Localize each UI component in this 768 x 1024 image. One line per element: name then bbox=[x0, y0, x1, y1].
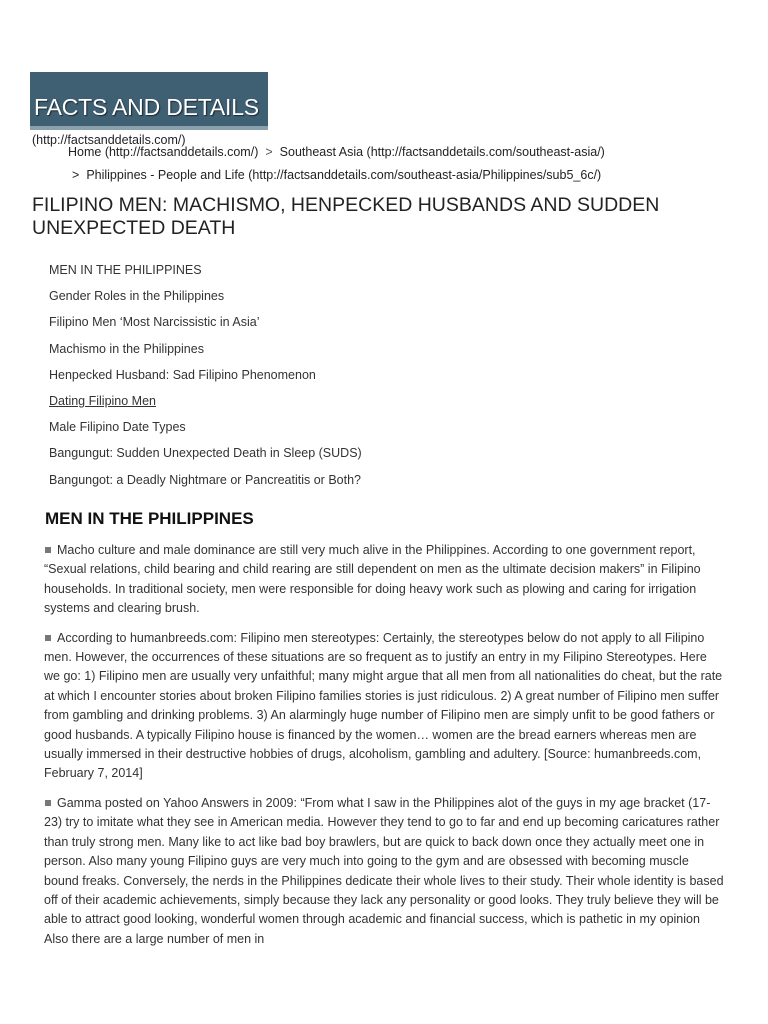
toc-item-label: Bangungut: Sudden Unexpected Death in Sleep (SUDS) bbox=[49, 446, 362, 461]
paragraph-text: Macho culture and male dominance are still very much alive in the Philippines. According to one government report, “Sexual relations, child bearing and child rearing are still dependent on men as the ultimate decision makers” in Filipino households. In traditional society, men were responsible for doing heavy work such as plowing and caring for irrigation systems and clearing brush. bbox=[44, 543, 701, 616]
toc-item-label: Gender Roles in the Philippines bbox=[49, 289, 225, 304]
bullet-icon bbox=[45, 547, 51, 553]
breadcrumb-separator: > bbox=[265, 145, 273, 159]
toc-item[interactable] bbox=[49, 471, 362, 497]
toc-item-active[interactable] bbox=[49, 392, 362, 418]
toc-item-label: Male Filipino Date Types bbox=[49, 420, 186, 435]
toc-item-label: MEN IN THE PHILIPPINES bbox=[49, 263, 202, 277]
site-logo-url: (http://factsanddetails.com/) bbox=[32, 133, 186, 147]
site-logo[interactable] bbox=[30, 72, 268, 130]
paragraph bbox=[44, 629, 724, 784]
toc-item[interactable] bbox=[49, 287, 362, 313]
article-body bbox=[44, 541, 724, 959]
page-title: FILIPINO MEN: MACHISMO, HENPECKED HUSBANDS AND SUDDEN UNEXPECTED DEATH bbox=[32, 194, 660, 239]
breadcrumb-philippines-link[interactable]: Philippines - People and Life (http://factsanddetails.com/southeast-asia/Philippines/sub5_6c/) bbox=[86, 168, 602, 182]
toc-item[interactable] bbox=[49, 366, 362, 392]
toc-item[interactable] bbox=[49, 313, 362, 339]
toc-item-label: Bangungot: a Deadly Nightmare or Pancreatitis or Both? bbox=[49, 472, 361, 487]
paragraph-text: According to humanbreeds.com: Filipino men stereotypes: Certainly, the stereotypes below do not apply to all Filipino men. However, the occurrences of these situations are so frequent as to justify an entry in my Filipino Stereotypes. Here we go: 1) Filipino men are usually very unfaithful; many might argue that all men from all nationalities do cheat, but the rate at which I encounter stories about broken Filipino families stories is just ridiculous. 2) A great number of Filipino men suffer from gambling and drinking problems. 3) An alarmingly huge number of Filipino men are simply unfit to be good fathers or good husbands. A typically Filipino house is financed by the women… women are the bread earners whereas men are usually immersed in their destructive hobbies of drugs, alcoholism, gambling and adultery. [Source: humanbreeds.com, February 7, 2014] bbox=[44, 630, 723, 781]
breadcrumb-home-link[interactable]: Home (http://factsanddetails.com/) bbox=[68, 145, 259, 159]
breadcrumb-row-1 bbox=[68, 141, 605, 164]
paragraph bbox=[44, 541, 724, 619]
table-of-contents bbox=[49, 261, 362, 497]
toc-item[interactable] bbox=[49, 261, 362, 287]
breadcrumb-row-2 bbox=[68, 164, 605, 187]
bullet-icon bbox=[45, 800, 51, 806]
site-logo-text: FACTS AND DETAILS bbox=[34, 94, 259, 120]
breadcrumb-southeast-asia-link[interactable]: Southeast Asia (http://factsanddetails.com/southeast-asia/) bbox=[279, 145, 605, 159]
toc-item-label: Machismo in the Philippines bbox=[49, 341, 204, 356]
toc-item[interactable] bbox=[49, 418, 362, 444]
toc-item-label: Filipino Men ‘Most Narcissistic in Asia’ bbox=[49, 315, 260, 330]
paragraph bbox=[44, 794, 724, 949]
breadcrumb-separator: > bbox=[72, 168, 80, 182]
toc-item[interactable] bbox=[49, 340, 362, 366]
toc-item-label: Henpecked Husband: Sad Filipino Phenomenon bbox=[49, 367, 316, 382]
bullet-icon bbox=[45, 635, 51, 641]
paragraph-text: Gamma posted on Yahoo Answers in 2009: “From what I saw in the Philippines alot of the guys in my age bracket (17-23) try to imitate what they see in American media. However they tend to go to far and end up becoming caricatures rather than truly strong men. Many like to act like bad boy brawlers, but are quick to back down once they actually meet one in person. Also many young Filipino guys are very much into going to the gym and are obsessed with becoming muscle bound freaks. Conversely, the nerds in the Philippines dedicate their whole lives to their study. Their whole identity is based off of their academic achievements, simply because they lack any personality or good looks. They truly believe they will be able to attract good looking, wonderful women through academic and financial success, which is pathetic in my opinion Also there are a large number of men in bbox=[44, 795, 724, 946]
section-heading: MEN IN THE PHILIPPINES bbox=[45, 509, 254, 528]
breadcrumb bbox=[68, 141, 605, 187]
toc-item[interactable] bbox=[49, 444, 362, 470]
toc-item-label: Dating Filipino Men bbox=[49, 393, 156, 408]
